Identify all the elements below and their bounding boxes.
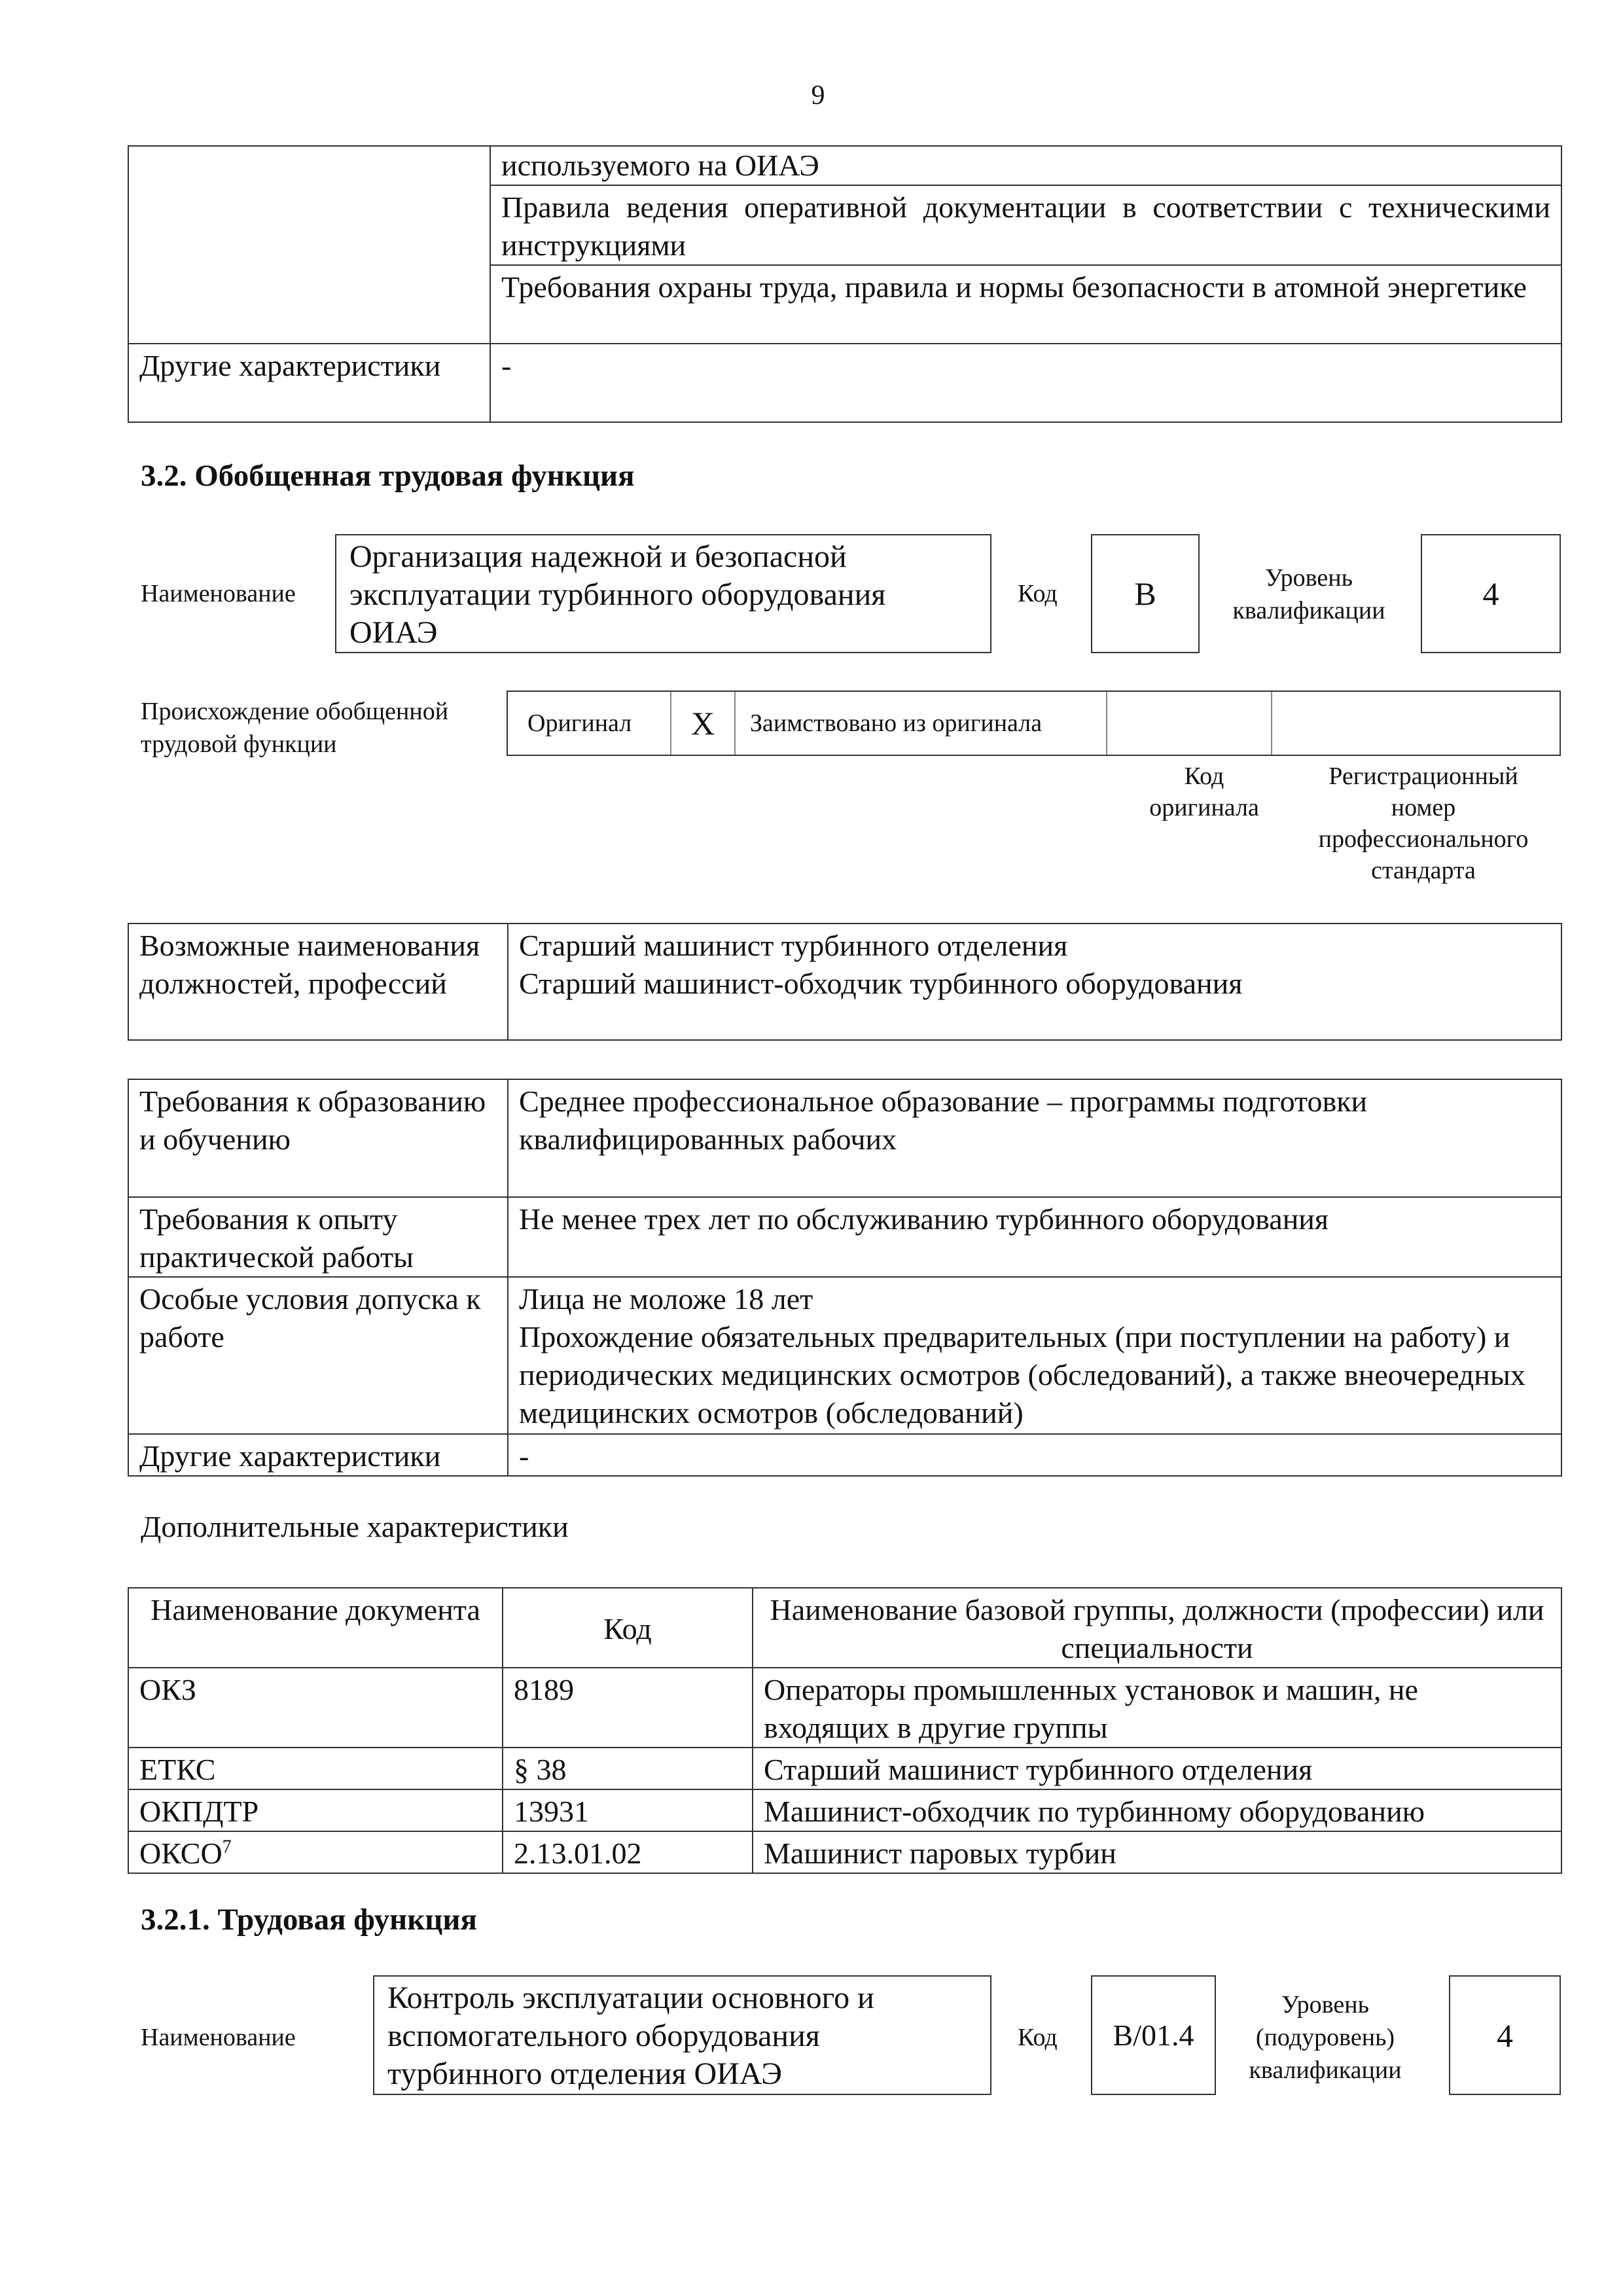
row-doc: ОКЗ — [128, 1668, 503, 1748]
top-table-label: Другие характеристики — [128, 344, 490, 422]
page-number: 9 — [811, 81, 825, 111]
origin-reg-cell — [1272, 692, 1560, 755]
additional-title: Дополнительные характеристики — [141, 1510, 569, 1543]
req-value: Среднее профессиональное образование – программы подготовки квалифицированных рабочих — [508, 1079, 1561, 1197]
gtf-code-value: B — [1134, 575, 1156, 612]
req-value: Не менее трех лет по обслуживанию турбинного оборудования — [508, 1197, 1561, 1277]
tf-level-box — [1449, 1975, 1561, 2095]
req-value-line: Прохождение обязательных предварительных (при поступлении на работу) и периодических медицинских осмотров (обследований), а также внеочередных медицинских осмотров (обследований) — [519, 1320, 1525, 1429]
row-code: 8189 — [503, 1668, 753, 1748]
tf-name-label: Наименование — [141, 2024, 296, 2051]
tf-name-box: Контроль эксплуатации основного и вспомогательного оборудования турбинного отделения ОИАЭ — [373, 1975, 991, 2095]
position-item: Старший машинист турбинного отделения — [519, 929, 1068, 962]
section-title-3-2: 3.2. Обобщенная трудовая функция — [141, 459, 635, 493]
tf-code-label: Код — [1018, 2024, 1058, 2051]
gtf-name-box: Организация надежной и безопасной эксплуатации турбинного оборудования ОИАЭ — [335, 534, 991, 653]
positions-table — [128, 923, 1562, 1041]
origin-table — [507, 691, 1561, 756]
gtf-code-box — [1091, 534, 1200, 653]
top-table — [128, 145, 1562, 423]
top-table-cell: используемого на ОИАЭ — [490, 146, 1561, 185]
positions-values — [508, 924, 1561, 1040]
footnote-ref: 7 — [222, 1837, 232, 1857]
gtf-level-box — [1421, 534, 1561, 653]
req-value: - — [508, 1434, 1561, 1476]
positions-label: Возможные наименования должностей, профессий — [128, 924, 508, 1040]
origin-reg-caption: Регистрационный номер профессионального стандарта — [1318, 762, 1529, 884]
level-label: Уровень квалификации — [1232, 564, 1385, 624]
header-code: Код — [503, 1588, 753, 1668]
row-doc: ЕТКС — [128, 1748, 503, 1789]
req-value — [508, 1277, 1561, 1434]
gtf-level-value: 4 — [1482, 575, 1499, 612]
origin-original-mark: X — [671, 692, 736, 755]
top-table-empty-cell — [128, 146, 490, 344]
name-label: Наименование — [141, 580, 296, 607]
row-name: Машинист паровых турбин — [753, 1831, 1561, 1873]
origin-original-label: Оригинал — [508, 692, 671, 755]
row-name: Машинист-обходчик по турбинному оборудованию — [753, 1789, 1561, 1831]
row-doc: ОКСО$^7$ — [128, 1831, 503, 1873]
row-code: § 38 — [503, 1748, 753, 1789]
req-label: Другие характеристики — [128, 1434, 508, 1476]
row-name: Операторы промышленных установок и машин, не входящих в другие группы — [753, 1668, 1561, 1748]
code-label: Код — [1018, 580, 1058, 607]
req-label: Особые условия допуска к работе — [128, 1277, 508, 1434]
req-label: Требования к образованию и обучению — [128, 1079, 508, 1197]
tf-level-label: Уровень (подуровень) квалификации — [1249, 1991, 1402, 2084]
row-code: 2.13.01.02 — [503, 1831, 753, 1873]
row-doc: ОКПДТР — [128, 1789, 503, 1831]
origin-code-cell — [1107, 692, 1272, 755]
position-item: Старший машинист-обходчик турбинного оборудования — [519, 967, 1243, 1000]
top-table-cell: Требования охраны труда, правила и нормы безопасности в атомной энергетике — [490, 265, 1561, 344]
requirements-table — [128, 1079, 1562, 1477]
section-title-3-2-1: 3.2.1. Трудовая функция — [141, 1903, 477, 1937]
origin-code-caption: Код оригинала — [1149, 762, 1259, 821]
additional-table — [128, 1587, 1562, 1874]
header-document: Наименование документа — [128, 1588, 503, 1668]
row-name: Старший машинист турбинного отделения — [753, 1748, 1561, 1789]
tf-code-box — [1091, 1975, 1216, 2095]
tf-code-value: B/01.4 — [1113, 2018, 1194, 2052]
header-group: Наименование базовой группы, должности (профессии) или специальности — [753, 1588, 1561, 1668]
origin-label: Происхождение обобщенной трудовой функции — [141, 698, 449, 758]
top-table-cell: Правила ведения оперативной документации в соответствии с техническими инструкциями — [490, 185, 1561, 265]
origin-borrowed-label: Заимствовано из оригинала — [736, 692, 1107, 755]
req-label: Требования к опыту практической работы — [128, 1197, 508, 1277]
top-table-cell: - — [490, 344, 1561, 422]
tf-level-value: 4 — [1497, 2017, 1513, 2054]
row-code: 13931 — [503, 1789, 753, 1831]
req-value-line: Лица не моложе 18 лет — [519, 1282, 813, 1316]
